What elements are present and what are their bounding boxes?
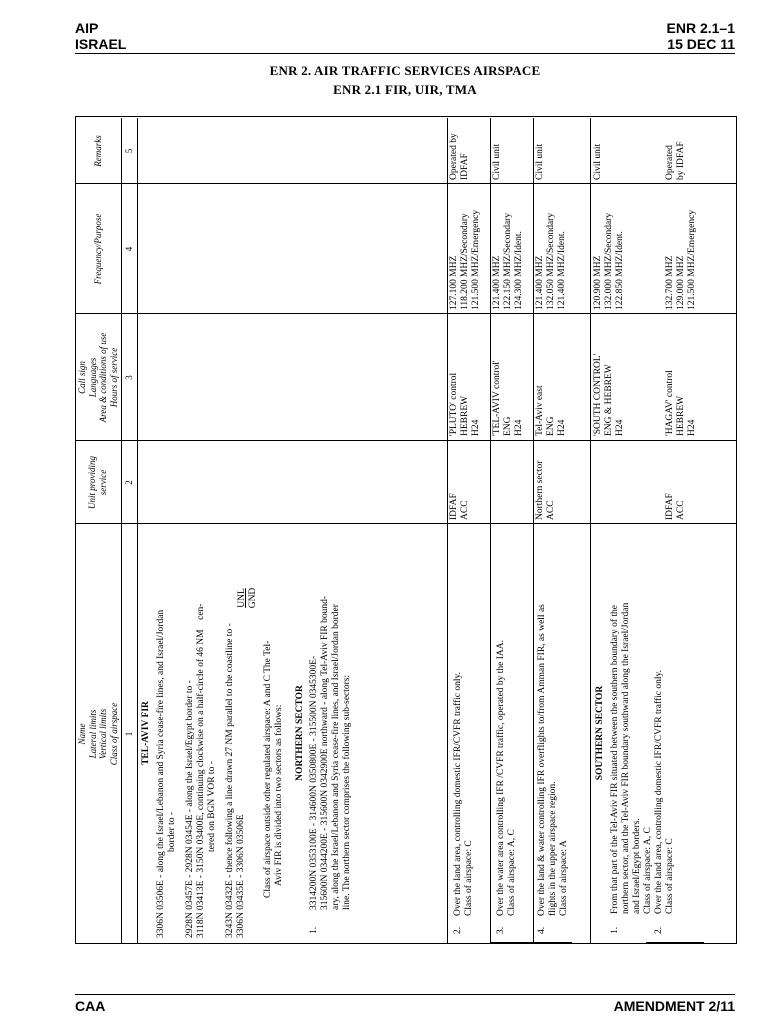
remarks-line: by IDFAF xyxy=(676,141,686,180)
col4-header-line: Frequency/Purpose xyxy=(93,213,103,285)
row3-frequency xyxy=(535,186,589,310)
unit-line: ACC xyxy=(676,500,686,520)
northern-item-line: Over the water area controlling IFR /CVFR traffic, operated by the IAA. xyxy=(496,639,506,916)
callsign-line: 'HAGAV' control xyxy=(665,370,675,436)
col1-header xyxy=(77,524,119,944)
frequency-line: 124.300 MHZ/Ident. xyxy=(514,231,524,310)
fir-boundary-line: tered on BGN VOR to - xyxy=(207,761,217,852)
col3-header-line: Call sign xyxy=(77,361,87,394)
frequency-line: 121.500 MHZ/Emergency xyxy=(687,209,697,310)
northern-item-line: line. The northern sector comprises the following sub-sectors: xyxy=(342,674,352,910)
col3-header-line: Area & conditions of use xyxy=(98,332,108,423)
col4-number: 4 xyxy=(124,246,134,252)
callsign-line: H24 xyxy=(615,419,625,436)
unit-line: Northern sector xyxy=(535,460,545,520)
callsign-line: HEBREW xyxy=(676,395,686,436)
col5-header xyxy=(93,118,104,184)
fir-block xyxy=(141,528,441,938)
callsign-line: H24 xyxy=(471,419,481,436)
col5-number: 5 xyxy=(124,148,134,154)
col4-header xyxy=(93,184,104,314)
unit-line: ACC xyxy=(546,500,556,520)
col3-header xyxy=(77,314,119,441)
row1-remarks xyxy=(449,120,489,180)
colnum-divider xyxy=(137,118,138,944)
fir-boundary-line: 2928N 03457E - 2928N 03454E - along the Israel/Egypt border to - xyxy=(185,680,195,938)
frequency-line: 120.900 MHZ xyxy=(593,255,603,310)
frequency-line: 121.500 MHZ/Emergency xyxy=(471,209,481,310)
frequency-line: 121.400 MHZ/Ident. xyxy=(557,231,567,310)
row4-remarks-top xyxy=(593,120,633,180)
row4-remarks-bottom xyxy=(665,120,705,180)
col1-header-line: Vertical limits xyxy=(98,708,108,760)
row1-unit xyxy=(449,442,489,520)
callsign-line: 'TEL-AVIV control' xyxy=(492,360,502,436)
northern-item-1 xyxy=(309,528,353,938)
col1-header-line: Lateral limits xyxy=(87,709,98,759)
c1-divider-1 xyxy=(447,524,448,944)
remarks-line: Operated xyxy=(665,145,675,180)
remarks-line: IDFAF xyxy=(460,153,470,180)
col5-header-line: Remarks xyxy=(93,135,103,167)
header-divider xyxy=(121,118,122,944)
col2-header-line: Unit providing xyxy=(87,456,97,509)
item-number: 2. xyxy=(654,926,664,934)
row-divider-2 xyxy=(490,118,491,524)
callsign-line: ENG & HEBREW xyxy=(604,364,614,436)
row3-remarks xyxy=(535,120,589,180)
aip-label: AIP xyxy=(75,20,99,36)
row-divider-3 xyxy=(533,118,534,524)
frequency-line: 122.850 MHZ/Ident. xyxy=(615,231,625,310)
c1-divider-3 xyxy=(533,524,534,944)
unit-line: ACC xyxy=(460,500,470,520)
northern-item-line: Class of airspace: C xyxy=(464,840,474,916)
col3-number: 3 xyxy=(124,375,134,380)
northern-item-line: Over the land & water controlling IFR overflights to/from Amman FIR, as well as xyxy=(537,604,547,916)
vertical-limits xyxy=(237,578,259,618)
callsign-line: ENG xyxy=(503,416,513,436)
fir-title: TEL-AVIV FIR xyxy=(141,701,151,765)
southern-item-line: and Israel/Egypt borders. xyxy=(632,818,642,914)
c1-divider-2 xyxy=(490,524,491,944)
row4-unit-bottom xyxy=(665,442,705,520)
footer-authority: CAA xyxy=(75,998,106,1014)
section-title: ENR 2. AIR TRAFFIC SERVICES AIRSPACE xyxy=(269,63,541,78)
header-rule xyxy=(75,53,735,54)
frequency-line: 118.200 MHZ/Secondary xyxy=(460,213,470,310)
northern-item-line: 315600N 0344200E - 315600N 0342900E northward - along Tel-Aviv FIR bound- xyxy=(320,595,330,910)
col3-header-line: Languages xyxy=(87,357,98,398)
northern-item-line: 3314200N 0353100E - 314600N 0350800E - 315500N 0345300E- xyxy=(309,655,319,910)
fir-class-line: Aviv FIR is divided into two sectors as follows: xyxy=(274,704,284,886)
airspace-table xyxy=(75,116,737,944)
callsign-line: Tel-Aviv east xyxy=(535,385,545,436)
lower-limit: GND xyxy=(248,587,258,609)
southern-item-line: Class of airspace: C xyxy=(665,838,675,914)
item-number: 1. xyxy=(610,926,620,934)
southern-sector-title: SOUTHERN SECTOR xyxy=(595,685,605,781)
southern-item-2 xyxy=(654,528,676,938)
col-divider-4 xyxy=(75,183,737,184)
northern-item-2 xyxy=(453,528,487,938)
northern-item-4 xyxy=(537,528,587,938)
frequency-line: 132.000 MHZ/Secondary xyxy=(604,212,614,310)
row2-remarks xyxy=(492,120,532,180)
footer-rule xyxy=(75,994,735,995)
footer-amendment: AMENDMENT 2/11 xyxy=(613,998,735,1014)
southern-item-line: Class of airspace: A, C xyxy=(643,827,653,914)
northern-item-line: flights in the upper airspace region. xyxy=(548,781,558,916)
col-divider-2 xyxy=(75,440,737,441)
col2-header-line: service xyxy=(97,469,108,496)
row-divider-4 xyxy=(590,118,591,524)
col1-number: 1 xyxy=(124,731,134,737)
country-label: ISRAEL xyxy=(75,36,127,52)
col3-header-line: Hours of service xyxy=(108,347,119,408)
southern-item-1 xyxy=(610,528,654,938)
remarks-line: Civil unit xyxy=(492,143,502,180)
fir-class-line: Class of airspace outside other regulated airspace: A and C The Tel- xyxy=(263,640,273,898)
page-date: 15 DEC 11 xyxy=(667,36,735,52)
northern-item-line: Class of airspace: A, C xyxy=(507,829,517,916)
southern-item-line: Over the land area, controlling domestic IFR/CVFR traffic only. xyxy=(654,669,664,914)
col1-header-line: Class of airspace xyxy=(108,702,119,766)
callsign-line: HEBREW xyxy=(460,395,470,436)
row2-frequency xyxy=(492,186,532,310)
airspace-table-wrapper xyxy=(75,116,737,944)
row3-unit xyxy=(535,442,589,520)
row1-frequency xyxy=(449,186,489,310)
row1-callsign xyxy=(449,316,489,436)
col-divider-1 xyxy=(75,523,737,524)
callsign-line: H24 xyxy=(557,419,567,436)
callsign-line: 'PLUTO' control xyxy=(449,372,459,436)
col2-header xyxy=(87,441,108,524)
item-number: 1. xyxy=(309,926,319,934)
col1-header-line: Name xyxy=(77,723,87,745)
row-divider-1 xyxy=(447,118,448,524)
fir-boundary-line: 3306N 03435E - 3306N 03506E xyxy=(236,814,246,938)
frequency-line: 127.100 MHZ xyxy=(449,255,459,310)
frequency-line: 121.400 MHZ xyxy=(535,255,545,310)
southern-sector-block xyxy=(595,528,733,938)
unit-line: IDFAF xyxy=(665,493,675,520)
row2-callsign xyxy=(492,316,532,436)
col2-number: 2 xyxy=(124,480,134,485)
callsign-line: H24 xyxy=(514,419,524,436)
row4-frequency-bottom xyxy=(665,186,705,310)
change-bar xyxy=(490,942,572,944)
remarks-line: Operated by xyxy=(449,133,459,180)
callsign-line: ENG xyxy=(546,416,556,436)
northern-item-line: Class of airspace: A xyxy=(559,840,569,916)
frequency-line: 122.150 MHZ/Secondary xyxy=(503,212,513,310)
fir-boundary-line: 3118N 03413E - 3150N 03400E, continuing clockwise on a half-circle of 46 NM cen- xyxy=(196,603,206,938)
northern-item-line: ary, along the Israel/Lebanon and Syria cease-fire lines, and Israel/Jordan border xyxy=(331,604,341,910)
c1-divider-4 xyxy=(590,524,591,944)
fir-boundary-line: 3306N 03506E - along the Israel/Lebanon and Syria cease-fire lines, and Israel/Jordan xyxy=(156,609,166,938)
southern-item-line: From that part of the Tel-Aviv FIR situated between the southern boundary of the xyxy=(610,605,620,914)
callsign-line: 'SOUTH CONTROL' xyxy=(593,353,603,436)
upper-limit: UNL xyxy=(237,588,247,608)
row3-callsign xyxy=(535,316,589,436)
callsign-line: H24 xyxy=(687,419,697,436)
frequency-line: 129.000 MHZ xyxy=(676,255,686,310)
northern-item-line: Over the land area, controlling domestic IFR/CVFR traffic only. xyxy=(453,671,463,916)
page-id: ENR 2.1–1 xyxy=(666,20,735,36)
subsection-title: ENR 2.1 FIR, UIR, TMA xyxy=(333,82,477,97)
item-number: 4. xyxy=(537,926,547,934)
row4-callsign-top xyxy=(593,316,633,436)
col-divider-3 xyxy=(75,313,737,314)
unit-line: IDFAF xyxy=(449,493,459,520)
frequency-line: 132.050 MHZ/Secondary xyxy=(546,212,556,310)
frequency-line: 132.700 MHZ xyxy=(665,255,675,310)
fir-boundary-line: border to - xyxy=(167,811,177,852)
item-number: 3. xyxy=(496,926,506,934)
fir-boundary-line: 3243N 03432E - thence following a line drawn 27 NM parallel to the coastline to - xyxy=(225,623,235,938)
southern-item-line: northern sector, and the Tel-Aviv FIR boundary southward along the Israel/Jordan xyxy=(621,602,631,914)
remarks-line: Civil unit xyxy=(593,143,603,180)
row4-frequency-top xyxy=(593,186,633,310)
item-number: 2. xyxy=(453,926,463,934)
northern-sector-title: NORTHERN SECTOR xyxy=(295,685,305,781)
northern-item-3 xyxy=(496,528,530,938)
frequency-line: 121.400 MHZ xyxy=(492,255,502,310)
row4-callsign-bottom xyxy=(665,316,705,436)
change-bar xyxy=(646,942,704,944)
remarks-line: Civil unit xyxy=(535,143,545,180)
